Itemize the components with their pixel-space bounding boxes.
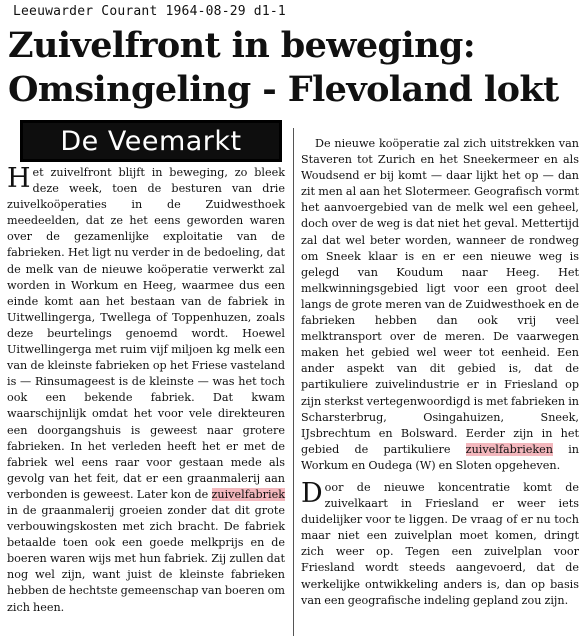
source-caption: Leeuwarder Courant 1964-08-29 d1-1 [13,4,286,19]
headline-line-2: Omsingeling - Flevoland lokt [8,69,559,110]
article-paragraph [7,165,285,616]
paragraph-text: in de graanmalerij groeien zonder dat dit grote verbouwingskosten met zich bracht. De fabriek betaalde toen ook een goede melkprijs en de boeren waren wijs met hun fabriek. Zij zullen dat nog wel zijn, want juist de kleinste fabrieken hebben de hechtste gemeenschap van boeren om zich heen. [7,503,285,614]
paragraph-text: Door de nieuwe koncentratie komt de zuivelkaart in Friesland er weer iets duidelijker voor te liggen. De vraag of er nu toch maar niet een zuivelplan moet komen, dringt zich weer op. Tegen een zuivelplan voor Friesland wordt steeds aangevoerd, dat de werkelijke ontwikkeling anders is, dan op basis van een geografische indeling gepland zou zijn. [301,477,579,607]
highlighted-term: zuivelfabrieken [465,442,553,456]
column-banner-label: De Veemarkt [60,125,242,157]
column-divider [293,128,294,636]
article-paragraph [301,477,579,609]
article-column-left [7,165,285,616]
article-paragraph [301,136,579,474]
paragraph-text: De nieuwe koöperatie zal zich uitstrekken van Staveren tot Zurich en het Sneekermeer en als Woudsend er bij komt — daar lijkt het op — dan zit men al aan het Slotermeer. Geografisch vormt het aanvoergebied van de melk wel een geheel, doch over de weg is dat niet het geval. Mettertijd zal dat wel beter worden, wanneer de rondweg om Sneek klaar is en er een nieuwe weg is gelegd van Koudum naar Heeg. Het melkwinningsgebied ligt voor een groot deel langs de grote meren van de Zuidwesthoek en de fabrieken hebben dan ook vrij veel melktransport over de meren. De vaarwegen maken het gebied wel weer tot eenheid. Een ander aspekt van dit gebied is, dat de partikuliere zuivelindustrie er in Friesland op zijn sterkst vertegenwoordigd is met fabrieken in Scharsterbrug, Osingahuizen, Sneek, IJsbrechtum en Bolsward. Eerder zijn in het gebied de partikuliere [301,137,579,456]
headline-line-1: Zuivelfront in beweging: [8,25,476,66]
paragraph-text: Het zuivelfront blijft in beweging, zo bleek deze week, toen de besturen van drie zuivelkoöperaties in de Zuidwesthoek meedeelden, dat ze het eens geworden waren over de gezamenlijke exploitatie van de fabrieken. Het ligt nu verder in de bedoeling, dat de melk van de nieuwe koöperatie verwerkt zal worden in Workum en Heeg, waarmee dus een einde komt aan het bestaan van de fabriek in Uitwellingerga, Twellega of Toppenhuzen, zoals deze beurtelings genoemd wordt. Hoewel Uitwellingerga met ruim vijf miljoen kg melk een van de kleinste fabrieken op het Friese vasteland is — Rinsumageest is de kleinste — was het toch ook een bekende fabriek. Dat kwam waarschijnlijk omdat het voor vele direkteuren een doorgangshuis is geweest naar grotere fabrieken. In het verleden heeft het er met de fabriek wel eens raar voor gestaan mede als gevolg van het feit, dat er een graanmalerij aan verbonden is geweest. Later kon de [7,163,285,501]
paragraph-text: in Workum en Oudega (W) en Sloten opgeheven. [301,442,579,472]
column-banner [21,121,281,161]
article-column-right [301,136,579,609]
highlighted-term: zuivelfabriek [211,487,285,501]
